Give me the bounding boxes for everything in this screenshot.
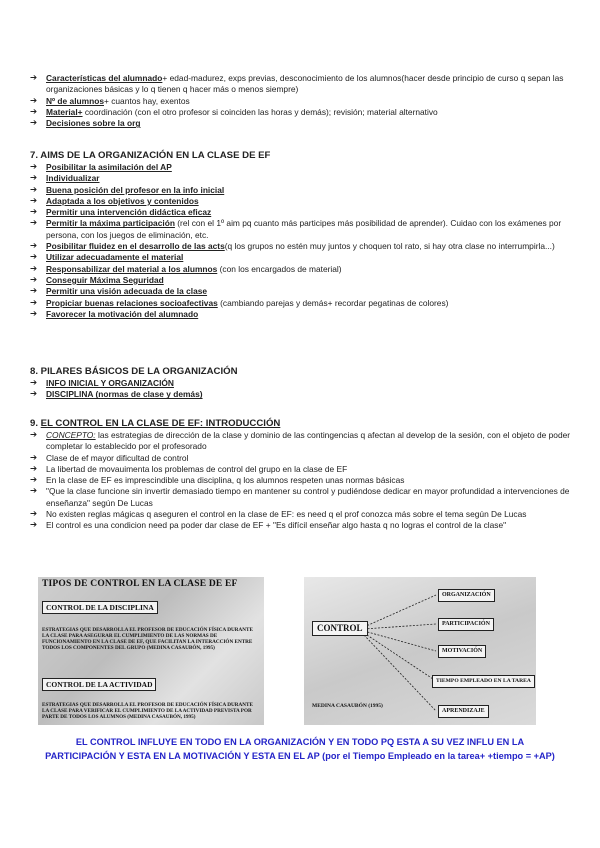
section-heading: 9. EL CONTROL EN LA CLASE DE EF: INTRODUCCIÓN — [30, 418, 281, 429]
list-item — [30, 275, 575, 286]
target-participacion: PARTICIPACIÓN — [438, 618, 494, 631]
arrow-icon: ➔ — [30, 378, 38, 388]
figure-title: TIPOS DE CONTROL EN LA CLASE DE EF — [42, 579, 238, 589]
discipline-text: ESTRATEGIAS QUE DESARROLLA EL PROFESOR DE EDUCACIÓN FÍSICA DURANTE LA CLASE PARA ASEGURAR EL CUMPLIMIENTO DE LAS NORMAS DE FUNCIONAMIENTO EN LA CLASE DE EF, QUE FACILITAN LA INTERACCIÓN ENTRE TODOS LOS COMPONENTES DEL GRUPO (MEDINA CASAUBÓN, 1995) — [42, 627, 253, 651]
intro-list — [30, 73, 575, 129]
item-bold: Posibilitar fluidez en el desarrollo de las acts — [46, 241, 225, 252]
arrow-icon: ➔ — [30, 297, 38, 308]
control-types-image — [38, 577, 264, 725]
item-text: En la clase de EF es imprescindible una disciplina, q los alumnos respeten unas normas básicas — [46, 475, 405, 486]
item-text: (cambiando parejas y demás+ recordar pegatinas de colores) — [217, 297, 449, 308]
activity-text: ESTRATEGIAS QUE DESARROLLA EL PROFESOR DE EDUCACIÓN FÍSICA DURANTE LA CLASE PARA VERIFICAR EL CUMPLIMIENTO DE LA ACTIVIDAD PREVISTA POR PARTE DE TODOS LOS ALUMNOS (MEDINA CASAUBÓN, 1995) — [42, 702, 253, 720]
item-bold: Permitir la máxima participación — [46, 218, 175, 229]
list-item: ➔ Decisiones sobre la org — [30, 118, 141, 129]
arrow-icon: ➔ — [30, 73, 38, 83]
list-item — [30, 241, 575, 252]
section-9 — [30, 418, 575, 532]
conclusion-text: EL CONTROL INFLUYE EN TODO EN LA ORGANIZACIÓN Y EN TODO PQ ESTA A SU VEZ INFLU EN LA PARTICIPACIÓN Y ESTA EN LA MOTIVACIÓN Y ESTA EN EL AP (por el Tiempo Empleado en la tarea+ +tiempo = +AP) — [45, 737, 555, 761]
section-9-list — [30, 453, 575, 532]
activity-box: CONTROL DE LA ACTIVIDAD — [42, 678, 156, 691]
item-text: El control es una condicion need pa poder dar clase de EF + "Es difícil enseñar algo hasta q no logras el control de la clase" — [46, 520, 507, 531]
arrow-icon: ➔ — [30, 274, 38, 285]
arrow-icon: ➔ — [30, 118, 38, 129]
list-item — [30, 486, 575, 509]
item-bold: Conseguir Máxima Seguridad — [46, 274, 164, 285]
list-item — [30, 252, 575, 263]
arrow-icon: ➔ — [30, 286, 38, 297]
arrow-icon: ➔ — [30, 218, 38, 229]
target-motivacion: MOTIVACIÓN — [438, 645, 486, 658]
arrow-icon: ➔ — [30, 452, 38, 463]
arrow-icon: ➔ — [30, 520, 38, 531]
list-item — [30, 453, 575, 464]
arrow-icon: ➔ — [30, 308, 38, 319]
item-bold: Individualizar — [46, 173, 100, 184]
item-bold: Posibilitar la asimilación del AP — [46, 162, 172, 172]
list-item — [30, 264, 575, 275]
item-bold: Buena posición del profesor en la info inicial — [46, 184, 225, 195]
arrow-icon: ➔ — [30, 207, 38, 218]
arrow-icon: ➔ — [30, 162, 38, 172]
list-item: ➔ INFO INICIAL Y ORGANIZACIÓN — [30, 378, 174, 388]
item-bold: Favorecer la motivación del alumnado — [46, 308, 199, 319]
item-text: (rel con el 1º aim pq cuanto más participes más posibilidad de aprender). Cuidao con los exámenes por persona, con los juegos de eliminación, etc. — [46, 218, 562, 240]
item-text: (con los encargados de material) — [217, 263, 342, 274]
discipline-box: CONTROL DE LA DISCIPLINA — [42, 601, 158, 614]
item-bold: Propiciar buenas relaciones socioafectivas — [46, 297, 218, 308]
target-aprendizaje: APRENDIZAJE — [438, 705, 489, 718]
control-box: CONTROL — [312, 621, 368, 636]
diagram-source: MEDINA CASAUBÓN (1995) — [312, 703, 383, 709]
arrow-icon: ➔ — [30, 241, 38, 252]
item-text: No existen reglas mágicas q aseguren el control en la clase de EF: es need q el prof conozca más sobre el tema según De Lucas — [46, 509, 527, 520]
arrow-icon: ➔ — [30, 509, 38, 520]
item-text: "Que la clase funcione sin invertir demasiado tiempo en mantener su control y pudiéndose dedicar en mayor profundidad a intervenciones de enseñanza" según De Lucas — [46, 486, 570, 508]
target-tiempo: TIEMPO EMPLEADO EN LA TAREA — [432, 675, 535, 688]
item-bold: Adaptada a los objetivos y contenidos — [46, 195, 199, 206]
item-text: La libertad de movauimenta los problemas de control del grupo en la clase de EF — [46, 463, 348, 474]
item-bold: Permitir una intervención didáctica eficaz — [46, 207, 212, 218]
arrow-icon: ➔ — [30, 389, 38, 400]
list-item — [30, 309, 575, 320]
section-7-list — [30, 162, 575, 320]
list-item — [30, 286, 575, 297]
list-item — [30, 173, 575, 184]
arrow-icon: ➔ — [30, 252, 38, 263]
list-item — [30, 520, 575, 531]
item-bold: Responsabilizar del material a los alumnos — [46, 263, 218, 274]
section-heading: 7. AIMS DE LA ORGANIZACIÓN EN LA CLASE DE EF — [30, 150, 271, 161]
item-bold: Utilizar adecuadamente el material — [46, 252, 184, 263]
list-item: ➔ Material+ coordinación (con el otro profesor si coinciden las horas y demás); revisión; material alternativo — [30, 106, 438, 117]
list-item — [30, 475, 575, 486]
item-text: Clase de ef mayor dificultad de control — [46, 452, 189, 463]
arrow-icon: ➔ — [30, 184, 38, 195]
target-organizacion: ORGANIZACIÓN — [438, 589, 495, 602]
list-item — [30, 464, 575, 475]
list-item — [30, 162, 575, 173]
arrow-icon: ➔ — [30, 475, 38, 486]
section-heading: 8. PILARES BÁSICOS DE LA ORGANIZACIÓN — [30, 366, 238, 377]
list-item — [30, 196, 575, 207]
control-diagram-image — [304, 577, 536, 725]
list-item: ➔ Nº de alumnos+ cuantos hay, exentos — [30, 95, 190, 106]
arrow-icon: ➔ — [30, 430, 38, 440]
list-item — [30, 298, 575, 309]
arrow-icon: ➔ — [30, 263, 38, 274]
section-7 — [30, 150, 575, 320]
list-item — [30, 185, 575, 196]
list-item — [30, 218, 575, 241]
list-item: ➔ DISCIPLINA (normas de clase y demás) — [30, 389, 203, 400]
list-item: ➔ Características del alumnado+ edad-madurez, exps previas, desconocimiento de los alumnos(hacer desde principio de curso q sepan las organizaciones básicas y lo q tienen q hacer más o menos siempre) — [30, 73, 564, 95]
section-8 — [30, 366, 575, 401]
list-item — [30, 207, 575, 218]
arrow-icon: ➔ — [30, 486, 38, 497]
list-item — [30, 509, 575, 520]
concept-item: ➔ CONCEPTO: las estrategias de dirección de la clase y dominio de las contingencias q afectan al develop de la sesión, con el objeto de poder completar lo establecido por el profesorado — [30, 430, 571, 452]
arrow-icon: ➔ — [30, 173, 38, 184]
item-bold: Permitir una visión adecuada de la clase — [46, 286, 208, 297]
item-text: (q los grupos no estén muy juntos y choquen tol rato, si hay otra clase no interrumpirla...) — [224, 241, 555, 252]
arrow-icon: ➔ — [30, 95, 38, 106]
arrow-icon: ➔ — [30, 463, 38, 474]
arrow-icon: ➔ — [30, 195, 38, 206]
arrow-icon: ➔ — [30, 106, 38, 117]
